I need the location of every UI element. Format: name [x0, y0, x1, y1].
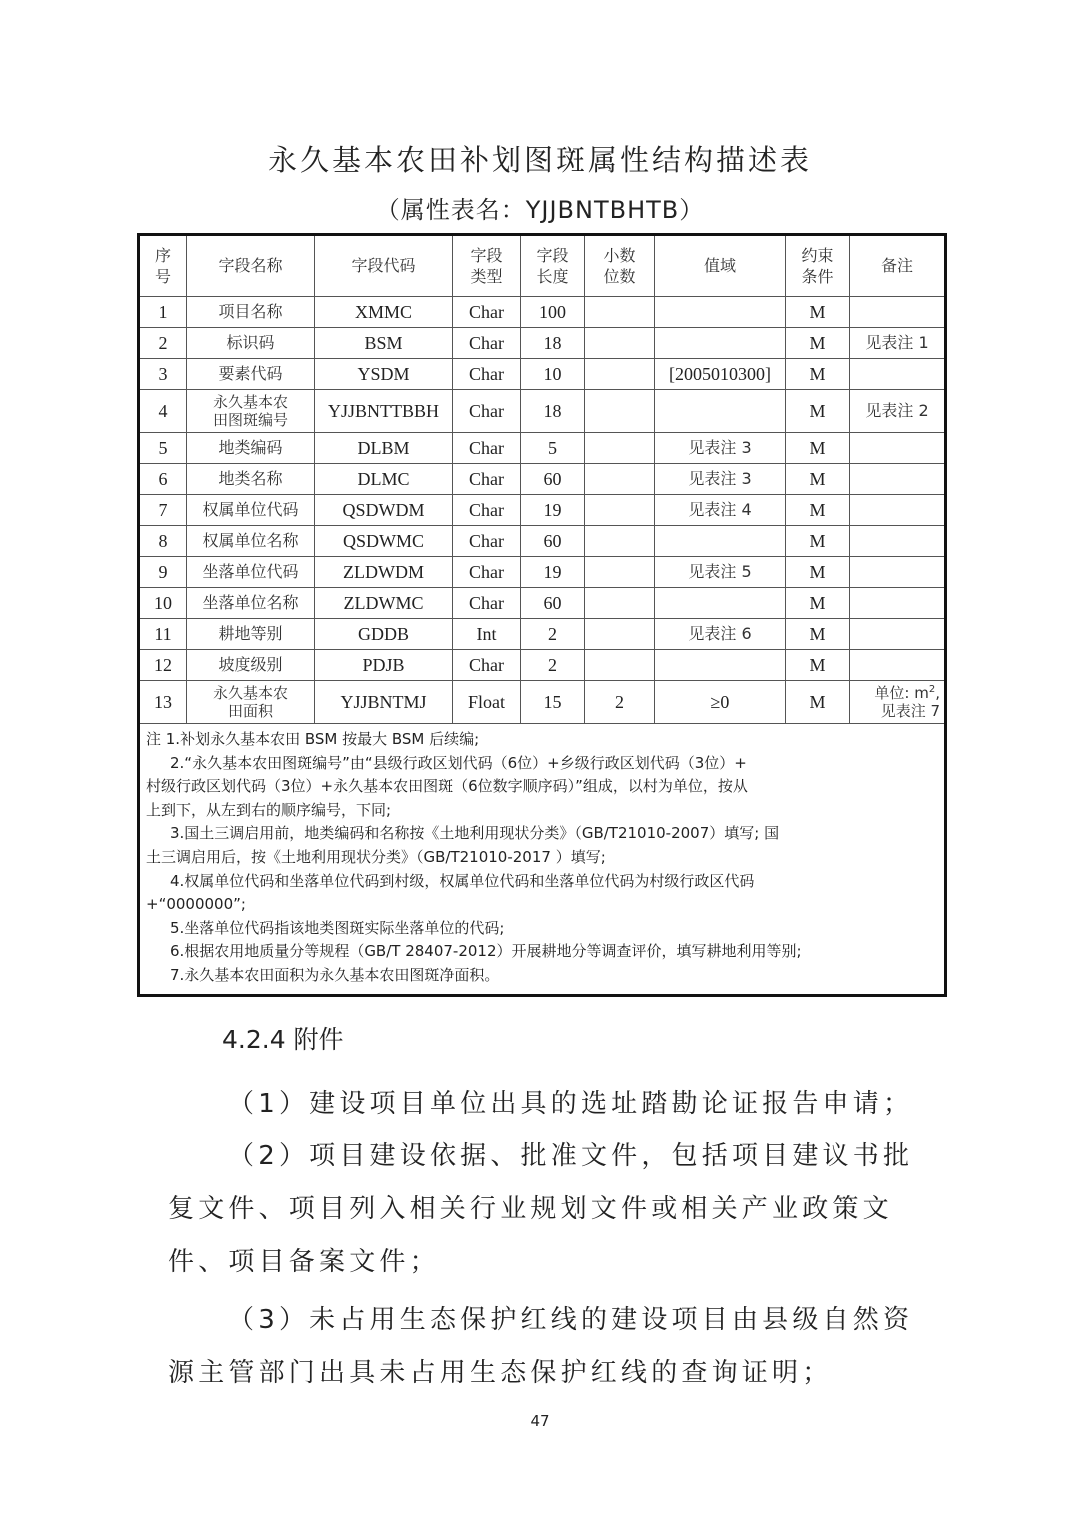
cell-domain	[655, 588, 786, 619]
cell-remark	[850, 464, 946, 495]
table-row	[139, 433, 946, 464]
cell-remark	[850, 297, 946, 328]
table-row	[139, 495, 946, 526]
paragraph-2: （2）项目建设依据、批准文件，包括项目建议书批复文件、项目列入相关行业规划文件或相关产业政策文件、项目备案文件；	[168, 1141, 914, 1277]
remark-comma: ,	[935, 684, 940, 702]
cell-decimals	[585, 495, 655, 526]
cell-name: 项目名称	[187, 297, 315, 328]
cell-decimals	[585, 328, 655, 359]
paragraph-3: （3）未占用生态保护红线的建设项目由县级自然资源主管部门出具未占用生态保护红线的查询证明；	[168, 1305, 914, 1388]
remark-unit: 单位: m	[874, 684, 929, 702]
cell-type: Char	[453, 390, 521, 433]
cell-type: Char	[453, 495, 521, 526]
table-notes-row	[139, 724, 946, 996]
cell-code: BSM	[315, 328, 453, 359]
cell-constraint: M	[786, 650, 850, 681]
cell-length: 2	[521, 619, 585, 650]
cell-remark	[850, 557, 946, 588]
table-row	[139, 588, 946, 619]
cell-domain: 见表注 5	[655, 557, 786, 588]
cell-constraint: M	[786, 557, 850, 588]
cell-decimals	[585, 464, 655, 495]
note-line: 土三调启用后，按《土地利用现状分类》（GB/T21010-2017 ）填写;	[146, 847, 606, 866]
cell-length: 19	[521, 557, 585, 588]
note-line: +“0000000”;	[146, 895, 246, 914]
cell-code: YSDM	[315, 359, 453, 390]
cell-decimals	[585, 619, 655, 650]
section-heading: 4.2.4 附件	[222, 1025, 344, 1054]
cell-decimals	[585, 359, 655, 390]
cell-name: 地类名称	[187, 464, 315, 495]
note-line: 4.权属单位代码和坐落单位代码到村级，权属单位代码和坐落单位代码为村级行政区代码	[170, 871, 755, 890]
note-line: 5.坐落单位代码指该地类图斑实际坐落单位的代码;	[170, 918, 505, 937]
cell-domain: [2005010300]	[655, 359, 786, 390]
cell-type: Float	[453, 681, 521, 724]
cell-code: YJJBNTMJ	[315, 681, 453, 724]
cell-remark: 见表注 1	[850, 328, 946, 359]
cell-constraint: M	[786, 328, 850, 359]
cell-length: 2	[521, 650, 585, 681]
table-subtitle: （属性表名：YJJBNTBHTB）	[375, 196, 705, 224]
cell-no: 2	[139, 328, 187, 359]
cell-no: 4	[139, 390, 187, 433]
cell-length: 18	[521, 390, 585, 433]
table-row	[139, 297, 946, 328]
cell-constraint: M	[786, 359, 850, 390]
cell-decimals	[585, 433, 655, 464]
header-remark: 备注	[850, 235, 946, 297]
remark-note: 见表注 7	[880, 702, 940, 720]
note-line: 2.“永久基本农田图斑编号”由“县级行政区划代码（6位）+乡级行政区划代码（3位）+	[170, 753, 747, 772]
cell-length: 60	[521, 526, 585, 557]
cell-no: 10	[139, 588, 187, 619]
cell-name: 标识码	[187, 328, 315, 359]
cell-code: XMMC	[315, 297, 453, 328]
cell-no: 5	[139, 433, 187, 464]
cell-domain	[655, 526, 786, 557]
cell-domain	[655, 297, 786, 328]
cell-decimals	[585, 526, 655, 557]
cell-constraint: M	[786, 433, 850, 464]
cell-no: 1	[139, 297, 187, 328]
cell-domain: 见表注 4	[655, 495, 786, 526]
cell-constraint: M	[786, 464, 850, 495]
cell-remark	[850, 433, 946, 464]
cell-domain	[655, 650, 786, 681]
cell-type: Char	[453, 433, 521, 464]
table-row	[139, 681, 946, 724]
cell-decimals	[585, 650, 655, 681]
cell-domain	[655, 390, 786, 433]
cell-no: 8	[139, 526, 187, 557]
cell-type: Char	[453, 650, 521, 681]
cell-constraint: M	[786, 495, 850, 526]
header-code: 字段代码	[315, 235, 453, 297]
note-line: 6.根据农用地质量分等规程（GB/T 28407-2012）开展耕地分等调查评价，填写耕地利用等别;	[170, 942, 802, 961]
cell-code: DLBM	[315, 433, 453, 464]
cell-code: YJJBNTTBBH	[315, 390, 453, 433]
cell-code: GDDB	[315, 619, 453, 650]
cell-decimals	[585, 297, 655, 328]
note-line: 7.永久基本农田面积为永久基本农田图斑净面积。	[170, 965, 500, 984]
cell-type: Char	[453, 526, 521, 557]
cell-name: 地类编码	[187, 433, 315, 464]
table-row	[139, 328, 946, 359]
cell-remark	[850, 526, 946, 557]
cell-type: Char	[453, 588, 521, 619]
cell-no: 7	[139, 495, 187, 526]
cell-type: Char	[453, 557, 521, 588]
cell-constraint: M	[786, 681, 850, 724]
cell-no: 3	[139, 359, 187, 390]
cell-name: 要素代码	[187, 359, 315, 390]
header-domain: 值域	[655, 235, 786, 297]
header-type: 字段类型	[453, 235, 521, 297]
paragraph-1: （1）建设项目单位出具的选址踏勘论证报告申请；	[228, 1089, 914, 1119]
cell-constraint: M	[786, 390, 850, 433]
cell-name: 坡度级别	[187, 650, 315, 681]
cell-decimals	[585, 390, 655, 433]
cell-name: 坐落单位代码	[187, 557, 315, 588]
cell-domain: ≥0	[655, 681, 786, 724]
cell-decimals	[585, 588, 655, 619]
cell-name: 权属单位代码	[187, 495, 315, 526]
table-notes	[139, 724, 946, 996]
cell-type: Char	[453, 297, 521, 328]
cell-length: 10	[521, 359, 585, 390]
table-row	[139, 619, 946, 650]
cell-name: 坐落单位名称	[187, 588, 315, 619]
cell-remark	[850, 495, 946, 526]
table-row	[139, 464, 946, 495]
cell-remark	[850, 359, 946, 390]
table-row	[139, 526, 946, 557]
cell-constraint: M	[786, 619, 850, 650]
header-decimals: 小数位数	[585, 235, 655, 297]
cell-no: 13	[139, 681, 187, 724]
cell-name: 耕地等别	[187, 619, 315, 650]
note-line: 3.国土三调启用前，地类编码和名称按《土地利用现状分类》（GB/T21010-2007）填写; 国	[170, 824, 780, 843]
cell-domain: 见表注 3	[655, 464, 786, 495]
cell-length: 60	[521, 464, 585, 495]
page-number: 47	[530, 1412, 550, 1430]
table-row	[139, 359, 946, 390]
cell-domain: 见表注 3	[655, 433, 786, 464]
cell-no: 9	[139, 557, 187, 588]
cell-code: QSDWMC	[315, 526, 453, 557]
remark-superscript: 2	[928, 684, 936, 695]
cell-no: 12	[139, 650, 187, 681]
cell-code: QSDWDM	[315, 495, 453, 526]
table-row	[139, 390, 946, 433]
cell-type: Char	[453, 328, 521, 359]
cell-length: 5	[521, 433, 585, 464]
cell-decimals	[585, 557, 655, 588]
table-header-row	[139, 235, 946, 297]
cell-constraint: M	[786, 297, 850, 328]
cell-type: Char	[453, 464, 521, 495]
cell-constraint: M	[786, 526, 850, 557]
cell-remark	[850, 650, 946, 681]
cell-name: 权属单位名称	[187, 526, 315, 557]
cell-type: Int	[453, 619, 521, 650]
cell-no: 6	[139, 464, 187, 495]
note-line: 村级行政区划代码（3位）+永久基本农田图斑（6位数字顺序码）”组成，以村为单位，按从	[146, 777, 748, 796]
cell-code: PDJB	[315, 650, 453, 681]
cell-domain	[655, 328, 786, 359]
cell-length: 60	[521, 588, 585, 619]
note-line: 注 1.补划永久基本农田 BSM 按最大 BSM 后续编;	[146, 730, 480, 748]
cell-length: 18	[521, 328, 585, 359]
table-row	[139, 557, 946, 588]
cell-length: 19	[521, 495, 585, 526]
header-length: 字段长度	[521, 235, 585, 297]
attribute-structure-table	[137, 233, 947, 997]
cell-code: DLMC	[315, 464, 453, 495]
note-line: 上到下，从左到右的顺序编号，下同;	[146, 800, 392, 819]
cell-code: ZLDWDM	[315, 557, 453, 588]
cell-remark	[850, 619, 946, 650]
cell-length: 15	[521, 681, 585, 724]
cell-name: 永久基本农田面积	[187, 681, 315, 724]
cell-remark: 见表注 2	[850, 390, 946, 433]
table-row	[139, 650, 946, 681]
header-constraint: 约束条件	[786, 235, 850, 297]
cell-constraint: M	[786, 588, 850, 619]
header-name: 字段名称	[187, 235, 315, 297]
cell-remark	[850, 681, 946, 724]
cell-name: 永久基本农田图斑编号	[187, 390, 315, 433]
cell-length: 100	[521, 297, 585, 328]
cell-no: 11	[139, 619, 187, 650]
cell-decimals: 2	[585, 681, 655, 724]
header-no: 序号	[139, 235, 187, 297]
cell-remark	[850, 588, 946, 619]
cell-domain: 见表注 6	[655, 619, 786, 650]
table-title: 永久基本农田补划图斑属性结构描述表	[267, 143, 812, 177]
cell-code: ZLDWMC	[315, 588, 453, 619]
cell-type: Char	[453, 359, 521, 390]
